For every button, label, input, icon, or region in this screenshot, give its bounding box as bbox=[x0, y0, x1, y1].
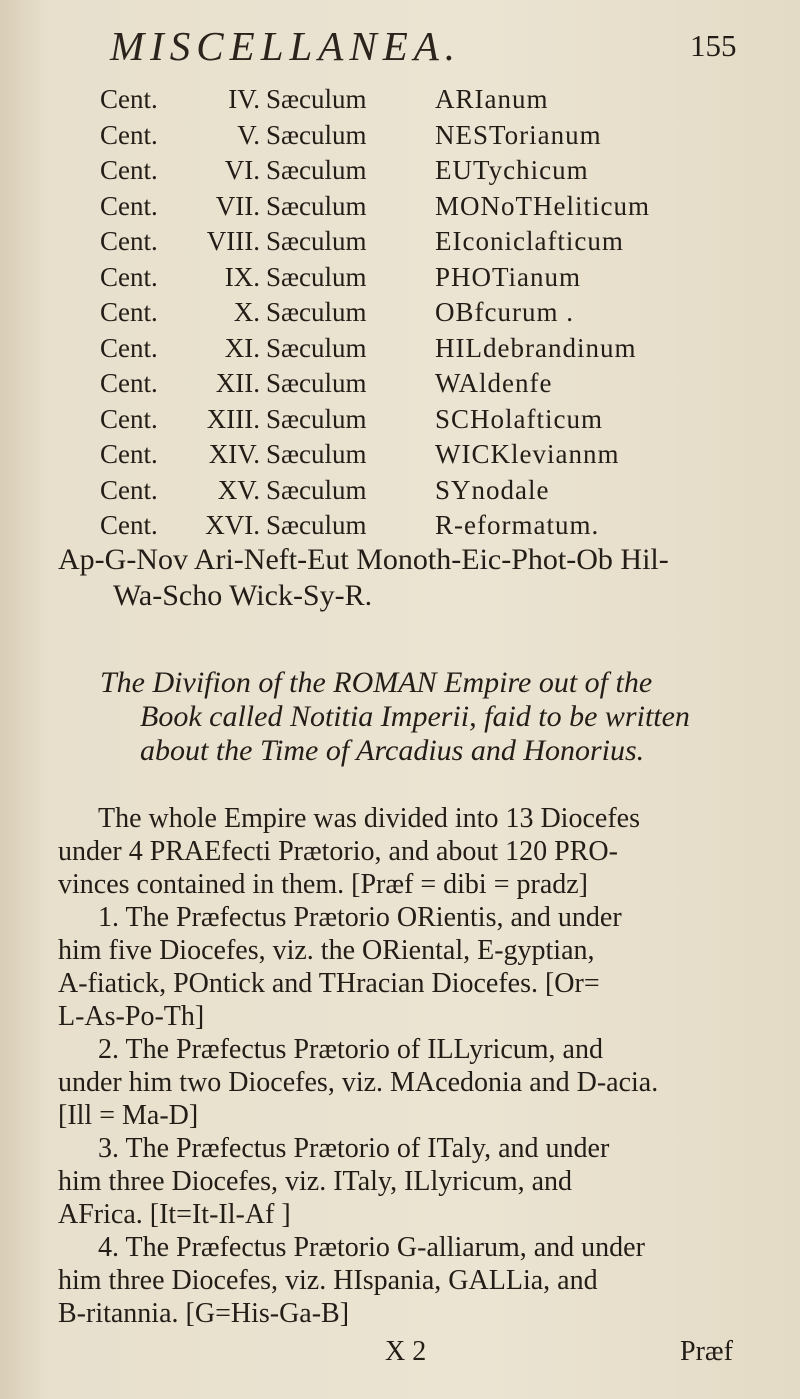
century-number: XV. bbox=[217, 474, 260, 505]
body-line: [Ill = Ma-D] bbox=[58, 1100, 199, 1131]
body-line: vinces contained in them. [Præf = dibi = pradz] bbox=[58, 869, 589, 900]
heresy-name: MONoTHeliticum bbox=[435, 190, 650, 221]
saeculum-label: Sæculum bbox=[266, 474, 367, 505]
heresy-name: WAldenfe bbox=[435, 368, 553, 398]
century-number: VIII. bbox=[206, 226, 260, 256]
page-number: 155 bbox=[690, 28, 737, 63]
century-label: Cent. bbox=[100, 84, 158, 114]
section-title bbox=[100, 666, 790, 768]
saeculum-label: Sæculum bbox=[266, 119, 367, 150]
century-number: IX. bbox=[224, 261, 260, 292]
key-line-1: Ap-G-Nov Ari-Neft-Eut Monoth-Eic-Phot-Ob Hil- bbox=[58, 543, 669, 576]
body-line: him five Diocefes, viz. the ORiental, E-gyptian, bbox=[58, 935, 595, 966]
body-line: him three Diocefes, viz. ITaly, ILlyricum, and bbox=[58, 1166, 573, 1197]
century-label: Cent. bbox=[100, 226, 158, 256]
century-row bbox=[0, 262, 800, 295]
century-row bbox=[0, 439, 800, 472]
century-row bbox=[0, 368, 800, 401]
saeculum-label: Sæculum bbox=[266, 190, 367, 221]
century-row bbox=[0, 297, 800, 330]
body-line: A-fiatick, POntick and THracian Diocefes. [Or= bbox=[58, 968, 600, 999]
body-line: 4. The Præfectus Prætorio G-alliarum, and under bbox=[98, 1232, 645, 1263]
century-number: XIV. bbox=[208, 439, 260, 469]
century-number: X. bbox=[233, 297, 260, 327]
century-row bbox=[0, 510, 800, 543]
saeculum-label: Sæculum bbox=[266, 403, 367, 434]
century-row bbox=[0, 155, 800, 188]
saeculum-label: Sæculum bbox=[266, 297, 367, 327]
heresy-name: WICKleviannm bbox=[435, 439, 620, 469]
century-label: Cent. bbox=[100, 297, 158, 327]
century-number: VII. bbox=[215, 190, 260, 221]
page-header bbox=[0, 22, 800, 82]
body-line: 3. The Præfectus Prætorio of ITaly, and under bbox=[98, 1133, 610, 1164]
abbreviation-key bbox=[58, 542, 778, 614]
catchword: Præf bbox=[680, 1336, 733, 1367]
heresy-name: OBfcurum . bbox=[435, 297, 574, 327]
body-text bbox=[58, 802, 793, 1330]
century-label: Cent. bbox=[100, 403, 158, 434]
title-line-3: about the Time of Arcadius and Honorius. bbox=[140, 734, 645, 767]
century-label: Cent. bbox=[100, 155, 158, 185]
heresy-name: NESTorianum bbox=[435, 119, 602, 150]
saeculum-label: Sæculum bbox=[266, 155, 367, 185]
heresy-name: EUTychicum bbox=[435, 155, 589, 185]
century-label: Cent. bbox=[100, 510, 158, 540]
body-line: 2. The Præfectus Prætorio of ILLyricum, and bbox=[98, 1034, 603, 1065]
body-line: L-As-Po-Th] bbox=[58, 1001, 205, 1032]
century-row bbox=[0, 84, 800, 117]
body-line: 1. The Præfectus Prætorio ORientis, and under bbox=[98, 902, 622, 933]
century-row bbox=[0, 191, 800, 224]
saeculum-label: Sæculum bbox=[266, 439, 367, 469]
century-number: IV. bbox=[228, 84, 260, 114]
saeculum-label: Sæculum bbox=[266, 332, 367, 363]
century-row bbox=[0, 475, 800, 508]
title-line-1: The Divifion of the ROMAN Empire out of the bbox=[100, 666, 653, 699]
heresy-name: EIconiclafticum bbox=[435, 226, 624, 256]
heresy-name: HILdebrandinum bbox=[435, 332, 637, 363]
saeculum-label: Sæculum bbox=[266, 84, 367, 114]
body-line: under 4 PRAEfecti Prætorio, and about 120 PRO- bbox=[58, 836, 618, 867]
heresy-name: SYnodale bbox=[435, 474, 550, 505]
century-label: Cent. bbox=[100, 261, 158, 292]
century-number: V. bbox=[237, 119, 260, 150]
key-line-2: Wa-Scho Wick-Sy-R. bbox=[113, 579, 373, 612]
century-number: XIII. bbox=[206, 403, 260, 434]
saeculum-label: Sæculum bbox=[266, 226, 367, 256]
century-number: XI. bbox=[224, 332, 260, 363]
century-label: Cent. bbox=[100, 474, 158, 505]
body-line: AFrica. [It=It-Il-Af ] bbox=[58, 1199, 291, 1230]
century-number: XVI. bbox=[205, 510, 260, 540]
heresy-name: SCHolafticum bbox=[435, 403, 603, 434]
saeculum-label: Sæculum bbox=[266, 261, 367, 292]
title-line-2: Book called Notitia Imperii, faid to be written bbox=[140, 700, 690, 733]
century-label: Cent. bbox=[100, 119, 158, 150]
heresy-name: R-eformatum. bbox=[435, 510, 600, 540]
century-row bbox=[0, 333, 800, 366]
body-line: B-ritannia. [G=His-Ga-B] bbox=[58, 1298, 350, 1329]
century-label: Cent. bbox=[100, 332, 158, 363]
signature-mark: X 2 bbox=[385, 1336, 427, 1367]
century-label: Cent. bbox=[100, 439, 158, 469]
century-row bbox=[0, 226, 800, 259]
century-label: Cent. bbox=[100, 190, 158, 221]
century-row bbox=[0, 120, 800, 153]
heresy-name: PHOTianum bbox=[435, 261, 582, 292]
saeculum-label: Sæculum bbox=[266, 368, 367, 398]
century-row bbox=[0, 404, 800, 437]
body-line: him three Diocefes, viz. HIspania, GALLia, and bbox=[58, 1265, 598, 1296]
century-number: VI. bbox=[224, 155, 260, 185]
body-line: The whole Empire was divided into 13 Diocefes bbox=[98, 803, 640, 834]
saeculum-label: Sæculum bbox=[266, 510, 367, 540]
century-label: Cent. bbox=[100, 368, 158, 398]
running-head: MISCELLANEA. bbox=[110, 23, 462, 69]
heresy-name: ARIanum bbox=[435, 84, 549, 114]
body-line: under him two Diocefes, viz. MAcedonia and D-acia. bbox=[58, 1067, 659, 1098]
century-number: XII. bbox=[215, 368, 260, 398]
